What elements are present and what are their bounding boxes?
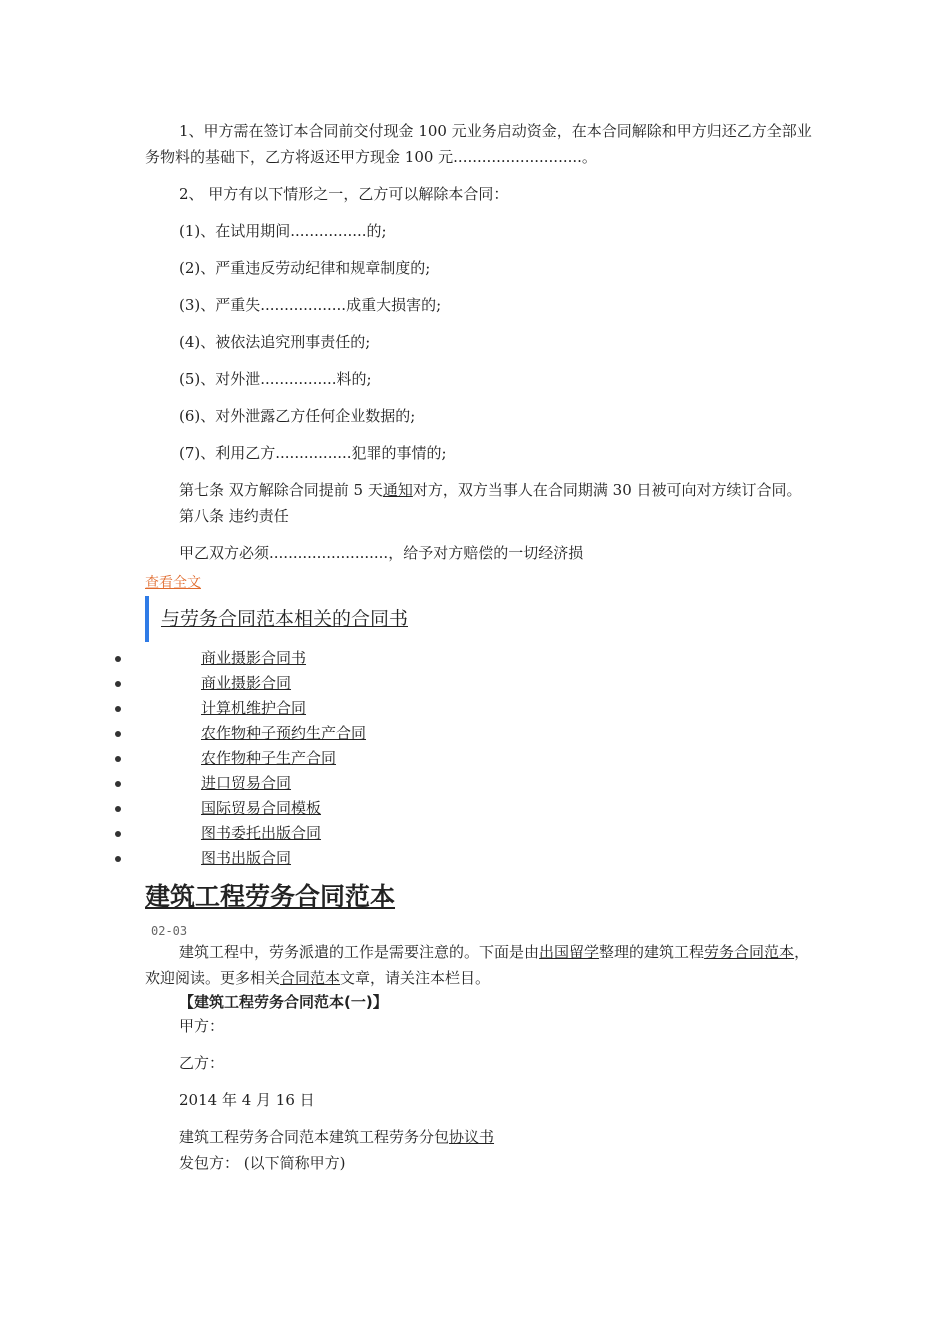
related-contract-link[interactable]: 图书委托出版合同: [201, 824, 322, 842]
article-7-text-cont: 对方，双方当事人在合同期满 30 日被可向对方续订合同。: [412, 481, 802, 499]
related-contract-link[interactable]: 国际贸易合同模板: [201, 799, 322, 817]
article-intro: [145, 939, 813, 991]
sign-date: 2014 年 4 月 16 日: [179, 1091, 315, 1109]
paragraph-compensation: 甲乙双方必须.........................，给予对方赔偿的一切经济损: [179, 544, 584, 562]
paragraph-article-8: 第八条 违约责任: [179, 507, 289, 525]
condition-item: (4)、被依法追究刑事责任的;: [179, 333, 371, 351]
related-contract-link[interactable]: 农作物种子生产合同: [201, 749, 337, 767]
condition-item: (1)、在试用期间................的;: [179, 222, 387, 240]
bullet-icon: [115, 806, 121, 812]
agreement-text: 建筑工程劳务合同范本建筑工程劳务分包: [179, 1128, 450, 1146]
related-contracts-header: [145, 596, 813, 642]
related-contracts-list: [115, 646, 783, 871]
list-item: [115, 796, 783, 821]
related-contract-link[interactable]: 农作物种子预约生产合同: [201, 724, 367, 742]
bullet-icon: [115, 681, 121, 687]
bullet-icon: [115, 856, 121, 862]
notice-link[interactable]: 通知: [382, 481, 413, 499]
list-item: [115, 721, 783, 746]
paragraph-article-7: [145, 477, 813, 503]
related-contract-link[interactable]: 商业摄影合同: [201, 674, 292, 692]
document-body: [145, 118, 813, 1176]
list-item: [115, 696, 783, 721]
list-item: [115, 821, 783, 846]
intro-text: 整理的建筑工程: [599, 943, 705, 961]
list-item: [115, 746, 783, 771]
party-a: 甲方：: [179, 1017, 225, 1035]
agreement-link[interactable]: 协议书: [449, 1128, 495, 1146]
list-item: [115, 646, 783, 671]
study-abroad-link[interactable]: 出国留学: [539, 943, 600, 961]
related-contract-link[interactable]: 进口贸易合同: [201, 774, 292, 792]
intro-text: 文章，请关注本栏目。: [340, 969, 491, 987]
condition-item: (3)、严重失..................成重大损害的;: [179, 296, 442, 314]
condition-item: (6)、对外泄露乙方任何企业数据的;: [179, 407, 416, 425]
related-contract-link[interactable]: 图书出版合同: [201, 849, 292, 867]
article-7-text: 第七条 双方解除合同提前 5 天: [179, 481, 383, 499]
section-title: 【建筑工程劳务合同范本(一)】: [179, 993, 388, 1011]
bullet-icon: [115, 706, 121, 712]
contract-template-link[interactable]: 合同范本: [280, 969, 341, 987]
paragraph-termination-conditions: 2、 甲方有以下情形之一，乙方可以解除本合同：: [179, 185, 509, 203]
agreement-line: [145, 1124, 813, 1150]
article-date: 02-03: [151, 924, 188, 938]
condition-item: (2)、严重违反劳动纪律和规章制度的;: [179, 259, 431, 277]
bullet-icon: [115, 656, 121, 662]
bullet-icon: [115, 756, 121, 762]
paragraph-deposit: 1、甲方需在签订本合同前交付现金 100 元业务启动资金，在本合同解除和甲方归还乙方全部业务物料的基础下，乙方将返还甲方现金 100 元...........................。: [145, 122, 812, 166]
list-item: [115, 671, 783, 696]
list-item: [115, 771, 783, 796]
related-contract-link[interactable]: 商业摄影合同书: [201, 649, 307, 667]
bullet-icon: [115, 731, 121, 737]
bullet-icon: [115, 781, 121, 787]
list-item: [115, 846, 783, 871]
contractor-line: 发包方： (以下简称甲方): [179, 1154, 346, 1172]
condition-item: (5)、对外泄................料的;: [179, 370, 372, 388]
view-full-text-link[interactable]: 查看全文: [145, 575, 201, 591]
related-contract-link[interactable]: 计算机维护合同: [201, 699, 307, 717]
article-title[interactable]: 建筑工程劳务合同范本: [145, 882, 396, 911]
intro-text: ，欢迎阅读。更多相关: [145, 943, 810, 987]
condition-item: (7)、利用乙方................犯罪的事情的;: [179, 444, 447, 462]
bullet-icon: [115, 831, 121, 837]
labor-contract-template-link[interactable]: 劳务合同范本: [704, 943, 795, 961]
related-contracts-title[interactable]: 与劳务合同范本相关的合同书: [161, 608, 409, 630]
intro-text: 建筑工程中，劳务派遣的工作是需要注意的。下面是由: [179, 943, 540, 961]
party-b: 乙方：: [179, 1054, 225, 1072]
